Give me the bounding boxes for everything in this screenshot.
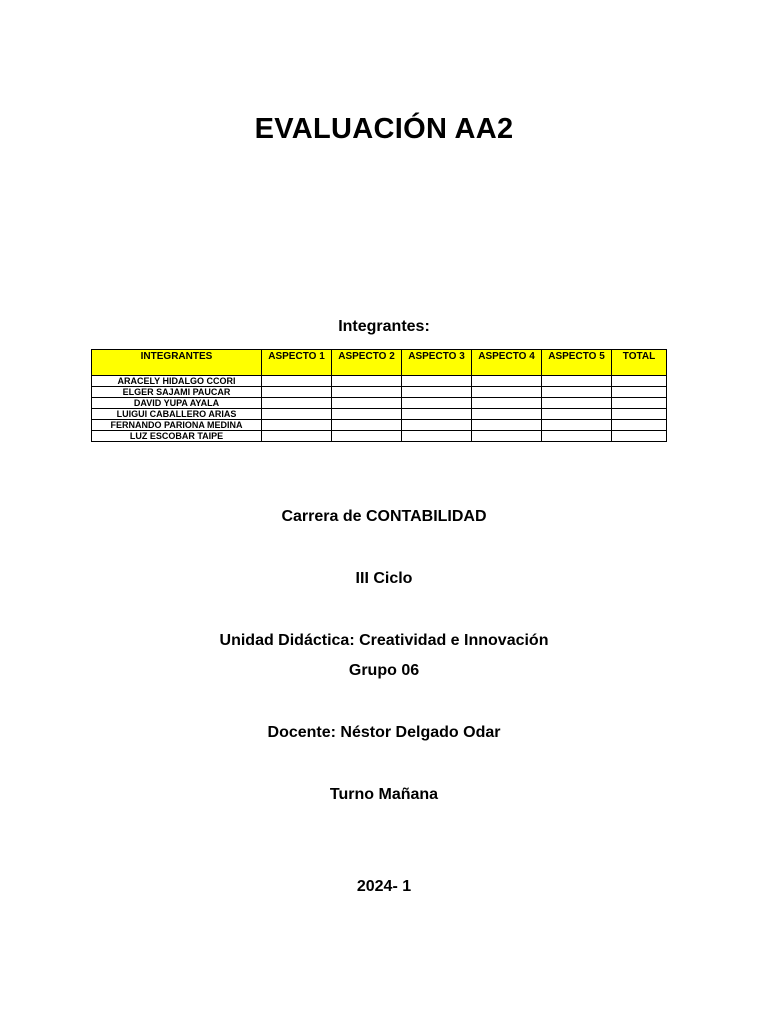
member-name: DAVID YUPA AYALA	[92, 398, 262, 409]
score-cell	[542, 376, 612, 387]
total-cell	[612, 376, 667, 387]
header-aspecto-3: ASPECTO 3	[402, 350, 472, 376]
score-cell	[472, 387, 542, 398]
score-cell	[402, 398, 472, 409]
career-line: Carrera de CONTABILIDAD	[281, 508, 487, 525]
total-cell	[612, 420, 667, 431]
score-cell	[332, 387, 402, 398]
shift-line: Turno Mañana	[329, 786, 439, 803]
score-cell	[402, 387, 472, 398]
score-cell	[402, 376, 472, 387]
period-line: 2024- 1	[356, 878, 412, 895]
score-cell	[332, 431, 402, 442]
header-aspecto-1: ASPECTO 1	[262, 350, 332, 376]
score-cell	[332, 420, 402, 431]
members-heading: Integrantes:	[338, 318, 430, 335]
score-cell	[332, 409, 402, 420]
total-cell	[612, 387, 667, 398]
member-name: ARACELY HIDALGO CCORI	[92, 376, 262, 387]
member-name: LUIGUI CABALLERO ARIAS	[92, 409, 262, 420]
member-name: LUZ ESCOBAR TAIPE	[92, 431, 262, 442]
score-cell	[472, 431, 542, 442]
score-cell	[472, 409, 542, 420]
score-cell	[262, 431, 332, 442]
score-cell	[402, 409, 472, 420]
score-cell	[542, 387, 612, 398]
member-name: FERNANDO PARIONA MEDINA	[92, 420, 262, 431]
header-aspecto-2: ASPECTO 2	[332, 350, 402, 376]
group-line: Grupo 06	[348, 662, 420, 679]
table-row	[92, 398, 667, 409]
table-row	[92, 387, 667, 398]
unit-line: Unidad Didáctica: Creatividad e Innovación	[219, 632, 549, 649]
table-row	[92, 420, 667, 431]
score-cell	[542, 420, 612, 431]
score-cell	[262, 398, 332, 409]
total-cell	[612, 409, 667, 420]
score-cell	[262, 420, 332, 431]
teacher-line: Docente: Néstor Delgado Odar	[267, 724, 501, 741]
score-cell	[472, 420, 542, 431]
score-cell	[472, 398, 542, 409]
score-cell	[332, 376, 402, 387]
score-cell	[542, 409, 612, 420]
score-cell	[262, 387, 332, 398]
score-cell	[542, 431, 612, 442]
header-integrantes: INTEGRANTES	[92, 350, 262, 376]
score-cell	[332, 398, 402, 409]
table-header-row	[92, 350, 667, 376]
cycle-line: III Ciclo	[355, 570, 413, 587]
score-cell	[262, 376, 332, 387]
table-row	[92, 409, 667, 420]
header-aspecto-5: ASPECTO 5	[542, 350, 612, 376]
score-cell	[472, 376, 542, 387]
member-name: ELGER SAJAMI PAUCAR	[92, 387, 262, 398]
total-cell	[612, 431, 667, 442]
document-title: EVALUACIÓN AA2	[254, 113, 514, 145]
total-cell	[612, 398, 667, 409]
score-cell	[402, 431, 472, 442]
header-aspecto-4: ASPECTO 4	[472, 350, 542, 376]
table-row	[92, 376, 667, 387]
score-cell	[402, 420, 472, 431]
header-total: TOTAL	[612, 350, 667, 376]
score-cell	[262, 409, 332, 420]
score-cell	[542, 398, 612, 409]
members-table	[91, 349, 667, 442]
table-row	[92, 431, 667, 442]
